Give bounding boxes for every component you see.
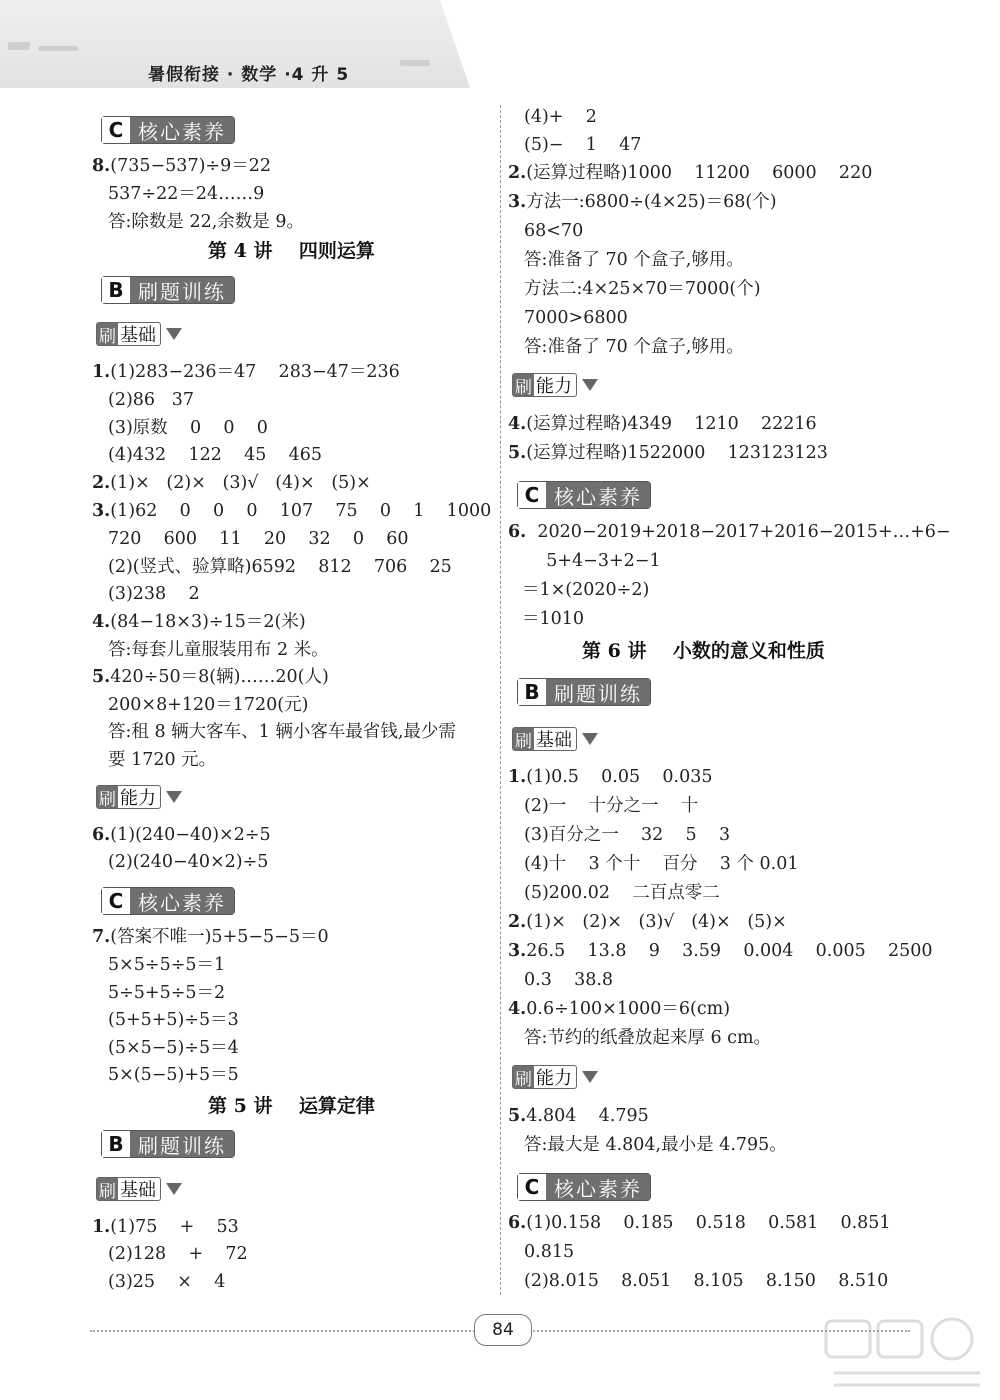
lecture-title: 第 4 讲 四则运算	[208, 240, 375, 262]
answer-line: 537÷22＝24……9	[108, 184, 265, 204]
header-decoration	[8, 42, 30, 50]
answer-line: 5.420÷50＝8(辆)……20(人)	[92, 667, 329, 687]
section-letter: B	[518, 679, 546, 705]
subsection-ability	[512, 1065, 598, 1089]
triangle-down-icon	[166, 1183, 182, 1195]
header-title: 暑假衔接 · 数学 ·4 升 5	[148, 65, 350, 85]
answer-line: 6.(1)0.158 0.185 0.518 0.581 0.851	[508, 1213, 891, 1233]
section-letter: C	[518, 1174, 546, 1200]
answer-line: 5+4−3+2−1	[524, 551, 661, 571]
answer-line: (3)原数 0 0 0	[108, 418, 268, 438]
section-core-literacy	[101, 116, 235, 144]
answer-line: 1.(1)75 + 53	[92, 1217, 239, 1237]
section-letter: B	[102, 1131, 130, 1157]
answer-line: 答:每套儿童服装用布 2 米。	[108, 640, 329, 660]
subsection-title: 能力	[120, 788, 156, 809]
subsection-tag: 刷	[97, 786, 118, 808]
answer-line: (3)238 2	[108, 584, 200, 604]
answer-line: 7.(答案不唯一)5+5−5−5＝0	[92, 927, 329, 947]
answer-line: 5×5÷5÷5＝1	[108, 955, 226, 975]
answer-line: (2)8.015 8.051 8.105 8.150 8.510	[524, 1271, 889, 1291]
answer-line: 8.(735−537)÷9＝22	[92, 156, 271, 176]
watermark-logo	[820, 1315, 990, 1395]
subsection-tag: 刷	[513, 1066, 534, 1088]
answer-line: 5÷5+5÷5＝2	[108, 983, 226, 1003]
section-title: 刷题训练	[130, 277, 234, 303]
answer-line: 2.(1)× (2)× (3)√ (4)× (5)×	[508, 912, 787, 932]
answer-line: 要 1720 元。	[108, 750, 217, 770]
answer-line: 答:准备了 70 个盒子,够用。	[524, 337, 744, 357]
section-letter: C	[102, 888, 130, 914]
subsection-tag: 刷	[513, 374, 534, 396]
answer-line: (2)一 十分之一 十	[524, 796, 699, 816]
answer-line: 4.(84−18×3)÷15＝2(米)	[92, 612, 306, 632]
subsection-title: 能力	[536, 1068, 572, 1089]
answer-line: 5×(5−5)+5＝5	[108, 1065, 239, 1085]
answer-line: (5)− 1 47	[524, 135, 642, 155]
section-title: 核心素养	[130, 117, 234, 143]
answer-line: 5.(运算过程略)1522000 123123123	[508, 443, 828, 463]
header-decoration	[38, 46, 78, 51]
answer-line: (2)128 + 72	[108, 1244, 248, 1264]
answer-line: 3.方法一:6800÷(4×25)＝68(个)	[508, 192, 777, 212]
header-decoration	[400, 60, 430, 66]
subsection-title: 能力	[536, 376, 572, 397]
answer-line: (5+5+5)÷5＝3	[108, 1010, 239, 1030]
section-core-literacy	[517, 481, 651, 509]
section-core-literacy	[517, 1173, 651, 1201]
triangle-down-icon	[582, 733, 598, 745]
subsection-title: 基础	[536, 730, 572, 751]
section-practice	[101, 276, 235, 304]
answer-line: 200×8+120＝1720(元)	[108, 695, 309, 715]
answer-line: (5×5−5)÷5＝4	[108, 1038, 239, 1058]
subsection-tag: 刷	[97, 323, 118, 345]
column-divider	[500, 105, 501, 1295]
answer-line: (4)+ 2	[524, 107, 597, 127]
answer-line: (3)百分之一 32 5 3	[524, 825, 731, 845]
answer-line: 3.(1)62 0 0 0 107 75 0 1 1000	[92, 501, 492, 521]
subsection-title: 基础	[120, 1180, 156, 1201]
subsection-tag: 刷	[513, 728, 534, 750]
subsection-basics	[96, 1177, 182, 1201]
answer-line: 答:最大是 4.804,最小是 4.795。	[524, 1135, 787, 1155]
answer-line: ＝1010	[522, 609, 585, 629]
answer-line: (4)十 3 个十 百分 3 个 0.01	[524, 854, 799, 874]
section-title: 核心素养	[546, 1174, 650, 1200]
answer-line: 1.(1)283−236＝47 283−47＝236	[92, 362, 400, 382]
section-letter: C	[102, 117, 130, 143]
triangle-down-icon	[166, 791, 182, 803]
answer-line: (2)(240−40×2)÷5	[108, 852, 269, 872]
subsection-basics	[512, 727, 598, 751]
section-core-literacy	[101, 887, 235, 915]
answer-line: 1.(1)0.5 0.05 0.035	[508, 767, 713, 787]
subsection-basics	[96, 322, 182, 346]
answer-line: 答:除数是 22,余数是 9。	[108, 212, 304, 232]
answer-line: 68<70	[524, 221, 584, 241]
lecture-title: 第 6 讲 小数的意义和性质	[582, 640, 825, 662]
triangle-down-icon	[166, 328, 182, 340]
subsection-title: 基础	[120, 325, 156, 346]
section-title: 核心素养	[130, 888, 234, 914]
answer-line: 5.4.804 4.795	[508, 1106, 649, 1126]
page-number: 84	[474, 1314, 532, 1346]
answer-line: 4.(运算过程略)4349 1210 22216	[508, 414, 817, 434]
answer-line: 方法二:4×25×70＝7000(个)	[524, 279, 761, 299]
answer-line: (3)25 × 4	[108, 1272, 226, 1292]
triangle-down-icon	[582, 1071, 598, 1083]
answer-line: 答:准备了 70 个盒子,够用。	[524, 250, 744, 270]
answer-line: 7000>6800	[524, 308, 628, 328]
answer-line: 6. 2020−2019+2018−2017+2016−2015+…+6−	[508, 522, 951, 542]
section-title: 核心素养	[546, 482, 650, 508]
answer-line: (5)200.02 二百点零二	[524, 883, 720, 903]
answer-line: 答:租 8 辆大客车、1 辆小客车最省钱,最少需	[108, 722, 456, 742]
answer-line: 2.(1)× (2)× (3)√ (4)× (5)×	[92, 473, 371, 493]
section-letter: B	[102, 277, 130, 303]
answer-line: (4)432 122 45 465	[108, 445, 323, 465]
subsection-tag: 刷	[97, 1178, 118, 1200]
answer-line: ＝1×(2020÷2)	[522, 580, 650, 600]
section-title: 刷题训练	[130, 1131, 234, 1157]
answer-line: (2)86 37	[108, 390, 195, 410]
answer-line: 3.26.5 13.8 9 3.59 0.004 0.005 2500	[508, 941, 933, 961]
answer-line: 720 600 11 20 32 0 60	[108, 529, 409, 549]
answer-line: 0.3 38.8	[524, 970, 614, 990]
triangle-down-icon	[582, 379, 598, 391]
answer-line: 6.(1)(240−40)×2÷5	[92, 825, 271, 845]
lecture-title: 第 5 讲 运算定律	[208, 1095, 375, 1117]
answer-line: (2)(竖式、验算略)6592 812 706 25	[108, 557, 452, 577]
subsection-ability	[512, 373, 598, 397]
answer-line: 答:节约的纸叠放起来厚 6 cm。	[524, 1028, 772, 1048]
answer-line: 4.0.6÷100×1000＝6(cm)	[508, 999, 731, 1019]
section-letter: C	[518, 482, 546, 508]
subsection-ability	[96, 785, 182, 809]
answer-line: 0.815	[524, 1242, 575, 1262]
section-title: 刷题训练	[546, 679, 650, 705]
answer-line: 2.(运算过程略)1000 11200 6000 220	[508, 163, 873, 183]
section-practice	[517, 678, 651, 706]
section-practice	[101, 1130, 235, 1158]
